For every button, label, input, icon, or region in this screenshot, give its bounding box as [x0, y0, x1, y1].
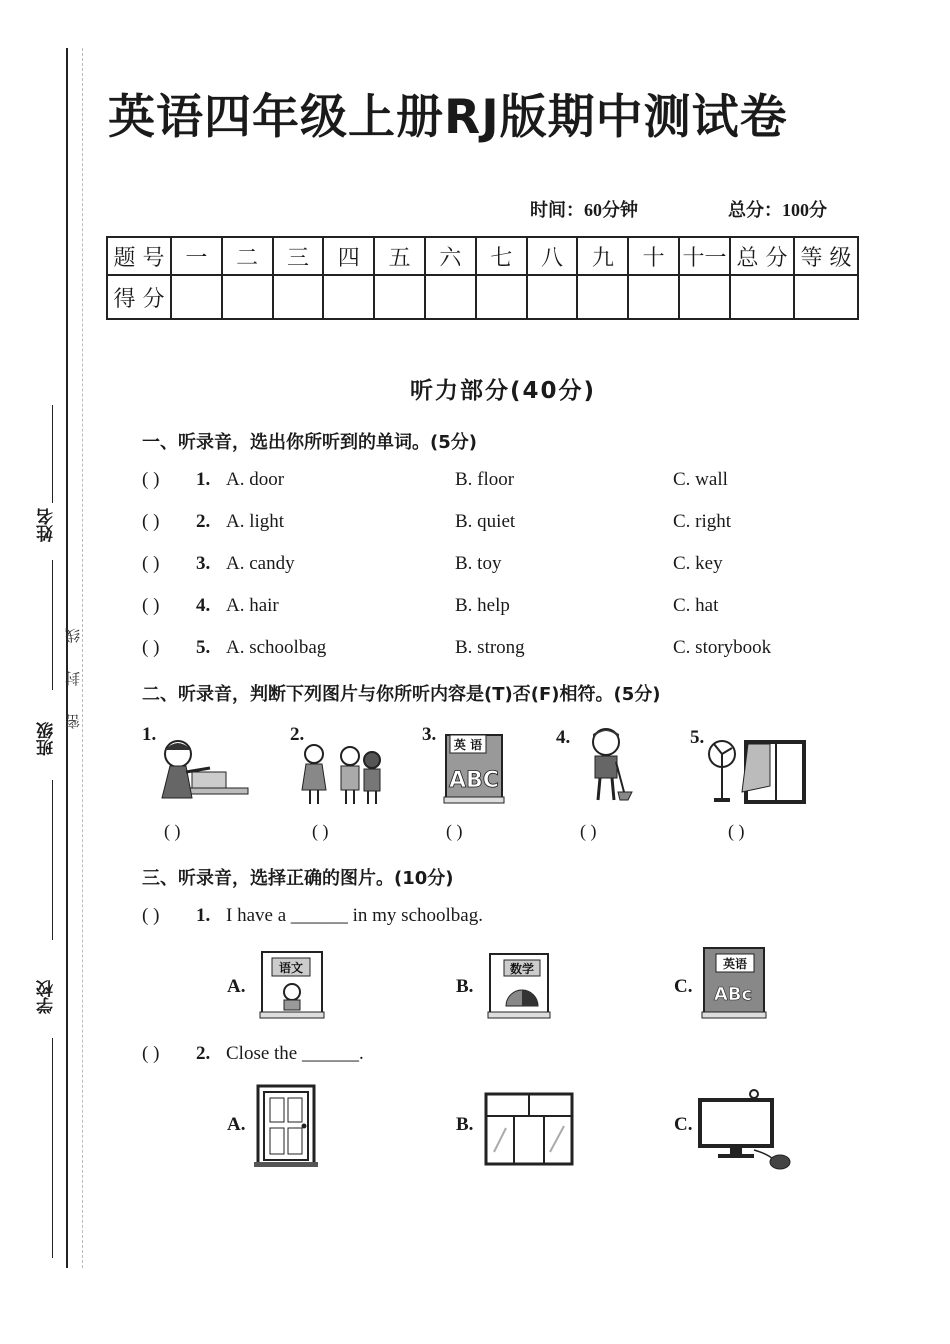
score-header-cell: 一	[171, 237, 222, 275]
score-cell[interactable]	[425, 275, 476, 319]
question-number: 2.	[196, 511, 211, 532]
score-header-cell: 等 级	[794, 237, 858, 275]
part1-item	[142, 553, 842, 581]
part1-item	[142, 511, 842, 539]
score-header-cell: 十	[628, 237, 679, 275]
option-label: B.	[456, 1114, 474, 1135]
option-b: B. quiet	[455, 511, 516, 532]
answer-paren[interactable]: ( )	[142, 511, 160, 532]
answer-paren[interactable]: ( )	[142, 637, 160, 658]
option-label: B.	[456, 976, 474, 997]
option-b: B. strong	[455, 637, 525, 658]
score-cell[interactable]	[730, 275, 794, 319]
exam-total: 总分：100分	[728, 200, 827, 220]
fan-window-picture	[706, 738, 810, 806]
question-number: 4.	[196, 595, 211, 616]
option-a: A. schoolbag	[226, 637, 327, 658]
part3-question-2	[142, 1043, 842, 1071]
answer-paren[interactable]: ( )	[142, 1043, 160, 1064]
seal-text: 密封线	[64, 600, 82, 729]
score-header-cell: 八	[527, 237, 578, 275]
score-header-cell: 九	[577, 237, 628, 275]
score-header-cell: 六	[425, 237, 476, 275]
tf-answer-box[interactable]: ( )	[164, 821, 181, 841]
book-label: 语文	[278, 961, 304, 975]
score-header-cell: 题 号	[107, 237, 171, 275]
part2-heading: 二、听录音，判断下列图片与你所听内容是(T)否(F)相符。(5分)	[142, 684, 661, 705]
score-table	[106, 236, 859, 320]
option-c: C. right	[673, 511, 732, 532]
question-number: 1.	[196, 469, 211, 490]
option-a: A. candy	[226, 553, 295, 574]
score-cell[interactable]	[171, 275, 222, 319]
question-number: 3.	[196, 553, 211, 574]
boy-picture	[576, 726, 634, 806]
answer-paren[interactable]: ( )	[142, 905, 160, 926]
picture-number: 2.	[290, 724, 305, 745]
option-label: C.	[674, 976, 693, 997]
part1-item	[142, 595, 842, 623]
score-header-cell: 五	[374, 237, 425, 275]
option-c: C. hat	[673, 595, 719, 616]
option-b: B. help	[455, 595, 510, 616]
option-label: A.	[227, 1114, 246, 1135]
question-number: 1.	[196, 905, 211, 926]
book-label: 数学	[509, 962, 535, 976]
part1-item	[142, 469, 842, 497]
computer-picture	[698, 1088, 794, 1174]
tf-answer-box[interactable]: ( )	[446, 821, 463, 841]
option-c: C. key	[673, 553, 723, 574]
score-row-label: 得 分	[107, 275, 171, 319]
page-title: 英语四年级上册RJ版期中测试卷	[108, 90, 788, 145]
exam-time: 时间：60分钟	[530, 200, 638, 220]
option-a: A. door	[226, 469, 285, 490]
score-header-cell: 四	[323, 237, 374, 275]
option-b: B. floor	[455, 469, 515, 490]
answer-paren[interactable]: ( )	[142, 595, 160, 616]
score-cell[interactable]	[476, 275, 527, 319]
book-label: 英 语	[453, 738, 483, 752]
answer-paren[interactable]: ( )	[142, 469, 160, 490]
children-picture	[300, 742, 386, 808]
score-cell[interactable]	[222, 275, 273, 319]
tf-answer-box[interactable]: ( )	[312, 821, 329, 841]
score-cell[interactable]	[679, 275, 730, 319]
door-picture	[252, 1084, 320, 1168]
score-header-cell: 总 分	[730, 237, 794, 275]
option-label: A.	[227, 976, 246, 997]
option-a: A. hair	[226, 595, 279, 616]
score-header-cell: 三	[273, 237, 324, 275]
score-header-row	[107, 237, 858, 275]
part1-heading: 一、听录音，选出你所听到的单词。(5分)	[142, 432, 477, 453]
school-underline	[52, 1038, 53, 1258]
name-underline-2	[52, 560, 53, 690]
picture-number: 5.	[690, 727, 705, 748]
picture-number: 1.	[142, 724, 157, 745]
score-header-cell: 十一	[679, 237, 730, 275]
option-c: C. storybook	[673, 637, 772, 658]
option-c: C. wall	[673, 469, 728, 490]
book-letters: ABC	[449, 768, 499, 793]
english-book-picture-2	[700, 946, 770, 1022]
name-label: 姓名	[37, 508, 57, 542]
part3-question-1	[142, 905, 842, 933]
option-a: A. light	[226, 511, 285, 532]
chinese-book-picture	[258, 950, 326, 1020]
score-header-cell: 七	[476, 237, 527, 275]
tf-answer-box[interactable]: ( )	[728, 821, 745, 841]
score-header-cell: 二	[222, 237, 273, 275]
book-label: 英语	[722, 957, 748, 971]
english-book-picture	[442, 731, 506, 805]
score-cell[interactable]	[374, 275, 425, 319]
answer-paren[interactable]: ( )	[142, 553, 160, 574]
question-number: 2.	[196, 1043, 211, 1064]
question-number: 5.	[196, 637, 211, 658]
listening-section-title: 听力部分(40分)	[410, 378, 597, 404]
tf-answer-box[interactable]: ( )	[580, 821, 597, 841]
class-label: 班级	[37, 722, 57, 756]
girl-desk-picture	[150, 736, 250, 808]
score-cell[interactable]	[527, 275, 578, 319]
score-cell[interactable]	[577, 275, 628, 319]
class-underline	[52, 780, 53, 940]
score-cell[interactable]	[628, 275, 679, 319]
part1-item	[142, 637, 842, 665]
question-text: Close the ______.	[226, 1043, 364, 1064]
score-value-row	[107, 275, 858, 319]
score-cell[interactable]	[273, 275, 324, 319]
part3-heading: 三、听录音，选择正确的图片。(10分)	[142, 868, 454, 889]
picture-number: 3.	[422, 724, 437, 745]
question-text: I have a ______ in my schoolbag.	[226, 905, 483, 926]
math-book-picture	[486, 952, 552, 1020]
school-label: 学校	[37, 980, 57, 1014]
picture-number: 4.	[556, 727, 571, 748]
name-underline	[52, 405, 53, 503]
score-cell[interactable]	[794, 275, 858, 319]
book-letters: ABc	[713, 984, 753, 1005]
window-picture	[484, 1092, 574, 1166]
option-label: C.	[674, 1114, 693, 1135]
score-cell[interactable]	[323, 275, 374, 319]
option-b: B. toy	[455, 553, 502, 574]
